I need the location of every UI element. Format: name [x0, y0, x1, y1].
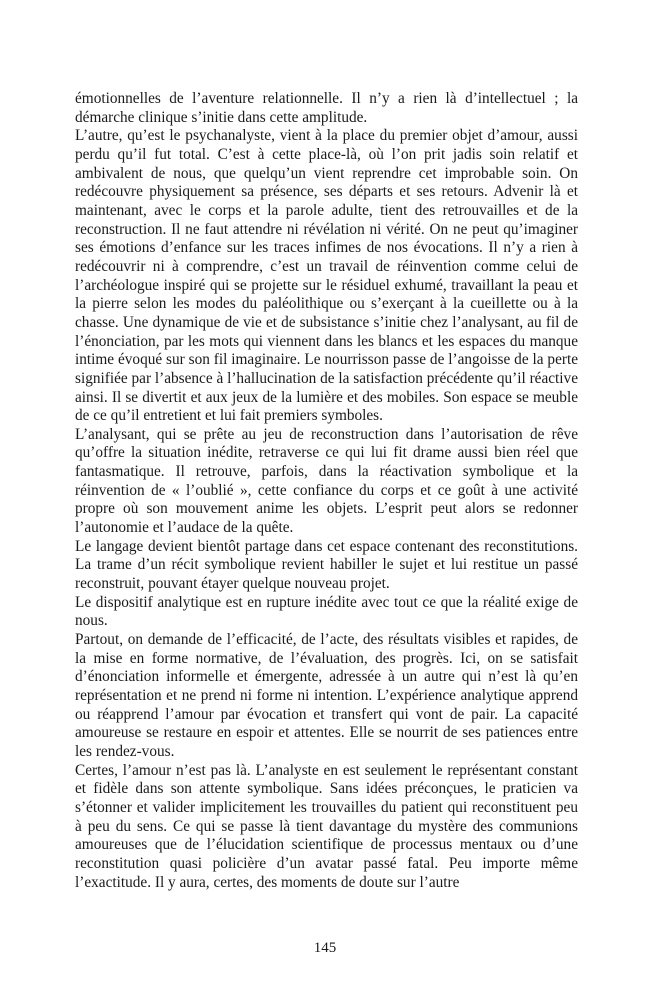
body-text	[75, 90, 578, 892]
paragraph: Le dispositif analytique est en rupture inédite avec tout ce que la réalité exige de nous.	[75, 593, 578, 630]
paragraph: Partout, on demande de l’efficacité, de l’acte, des résultats visibles et rapides, de la mise en forme normative, de l’évaluation, des progrès. Ici, on se satisfait d’énonciation informelle et émergente, adressée à un autre qui n’est là qu’en représentation et ne prend ni forme ni intention. L’expérience analytique apprend ou réapprend l’amour par évocation et transfert qui vont de pair. La capacité amoureuse se restaure en espoir et attentes. Elle se nourrit de ses patiences entre les rendez-vous.	[75, 631, 578, 760]
paragraph: Certes, l’amour n’est pas là. L’analyste en est seulement le représentant constant et fidèle dans son attente symbolique. Sans idées préconçues, le praticien va s’étonner et valider implicitement les trouvailles du patient qui reconstituent peu à peu du sens. Ce qui se passe là tient davantage du mystère des communions amoureuses que de l’élucidation scientifique de processus mentaux ou d’une reconstitution quasi policière d’un avatar passé fatal. Peu importe même l’exactitude. Il y aura, certes, des moments de doute sur l’autre	[75, 761, 578, 891]
paragraph: émotionnelles de l’aventure relationnelle. Il n’y a rien là d’intellectuel ; la démarche clinique s’initie dans cette amplitude.	[75, 90, 578, 126]
page-number: 145	[313, 940, 337, 956]
paragraph: L’analysant, qui se prête au jeu de reconstruction dans l’autorisation de rêve qu’offre la situation inédite, retraverse ce qui lui fit drame aussi bien réel que fantasmatique. Il retrouve, parfois, dans la réactivation symbolique et la réinvention de « l’oublié », cette confiance du corps et ce goût à une activité propre où son mouvement anime les objets. L’esprit peut alors se redonner l’autonomie et l’audace de la quête.	[75, 425, 578, 537]
paragraph: Le langage devient bientôt partage dans cet espace contenant des reconstitutions. La trame d’un récit symbolique revient habiller le sujet et lui restitue un passé reconstruit, pouvant étayer quelque nouveau projet.	[75, 537, 578, 593]
paragraph: L’autre, qu’est le psychanalyste, vient à la place du premier objet d’amour, aussi perdu qu’il fut total. C’est à cette place-là, où l’on prit jadis soin relatif et ambivalent de nous, que quelqu’un vient reprendre cet improbable soin. On redécouvre physiquement sa présence, ses départs et ses retours. Advenir là et maintenant, avec le corps et la parole adulte, tient des retrouvailles et de la reconstruction. Il ne faut attendre ni révélation ni vérité. On ne peut qu’imaginer ses émotions d’enfance sur les traces infimes de nos évocations. Il n’y a rien à redécouvrir ni à comprendre, c’est un travail de réinvention comme celui de l’archéologue inspiré qui se projette sur le résiduel exhumé, travaillant la peau et la pierre selon les modes du paléolithique ou s’exerçant à la cueillette ou à la chasse. Une dynamique de vie et de subsistance s’initie chez l’analysant, au fil de l’énonciation, par les mots qui viennent dans les blancs et les espaces du manque intime évoqué sur son fil imaginaire. Le nourrisson passe de l’angoisse de la perte signifiée par l’absence à l’hallucination de la satisfaction précédente qu’il réactive ainsi. Il se divertit et aux jeux de la lumière et des mobiles. Son espace se meuble de ce qu’il entretient et lui fait premiers symboles.	[75, 127, 578, 425]
